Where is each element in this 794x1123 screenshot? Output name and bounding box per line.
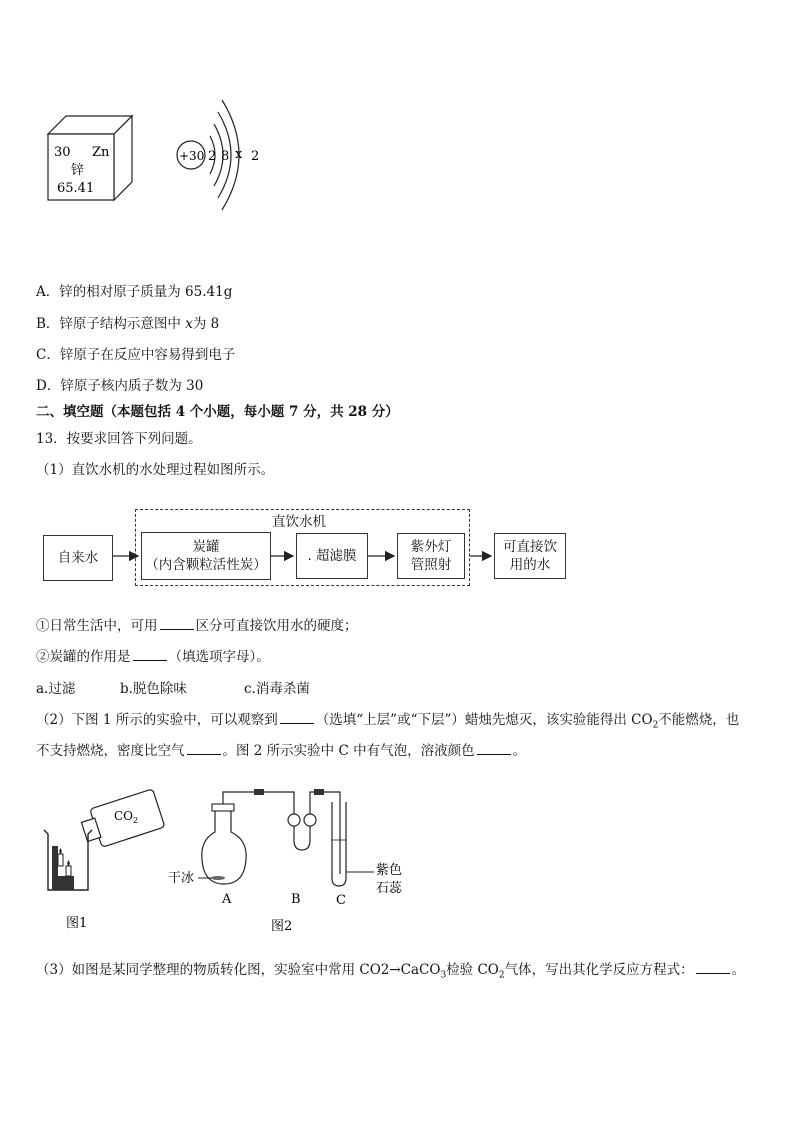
question-13-part-2-line-1 [36, 708, 739, 731]
shell-4-count: 2 [251, 149, 260, 164]
part-3-text-c: 气体，写出其化学反应方程式： [504, 962, 694, 978]
figure-1-caption: 图1 [66, 916, 88, 931]
label-a: A [222, 892, 232, 907]
nucleus-charge: +30 [179, 149, 205, 163]
option-a: A．锌的相对原子质量为 65.41g [36, 284, 233, 300]
drinkable-water-label-2: 用的水 [509, 557, 551, 573]
choice-row [36, 677, 310, 697]
element-name: 锌 [71, 163, 85, 178]
part-3-text-a: （3）如图是某同学整理的物质转化图，实验室中常用 CO2→CaCO [36, 962, 441, 978]
part-2-subscript: 2 [652, 720, 659, 731]
part-3-subscript-1: 3 [440, 970, 447, 981]
drinkable-water-label-1: 可直接饮 [503, 539, 557, 555]
part-2-text-a: （2）下图 1 所示的实验中，可以观察到 [36, 712, 278, 728]
carbon-tank-detail: （内含颗粒活性炭） [145, 557, 267, 573]
litmus-label-1: 紫色 [376, 863, 403, 878]
part-3-subscript-2: 2 [498, 970, 505, 981]
answer-blank-5[interactable] [477, 742, 511, 755]
uv-lamp-label-2: 管照射 [410, 557, 452, 573]
option-b-text-end: 为 8 [192, 316, 220, 332]
choice-c: c.消毒杀菌 [244, 681, 310, 697]
shell-1-count: 2 [208, 149, 217, 164]
purifier-group-label: 直饮水机 [258, 510, 340, 530]
option-b-text: B．锌原子结构示意图中 [36, 316, 186, 332]
question-13-part-1: （1）直饮水机的水处理过程如图所示。 [36, 462, 275, 478]
label-b: B [291, 892, 301, 907]
part-2-text-d: 不支持燃烧，密度比空气 [36, 743, 185, 759]
figure-2 [160, 782, 420, 940]
element-mass: 65.41 [57, 181, 95, 196]
part-3-text-d: 。 [731, 962, 746, 978]
dry-ice-label: 干冰 [168, 871, 195, 886]
sub-question-2 [36, 645, 270, 665]
sub-question-1 [36, 614, 358, 634]
question-13-part-2-line-2 [36, 739, 526, 759]
option-b-variable: x [185, 316, 193, 332]
element-number: 30 [54, 145, 71, 160]
part-2-text-c: 不能燃烧，也 [658, 712, 740, 728]
litmus-label-2: 石蕊 [376, 881, 403, 896]
shell-2-count: 8 [221, 149, 230, 164]
sub-question-1-text: ①日常生活中，可用 [36, 618, 158, 634]
question-13-part-3 [36, 958, 745, 981]
answer-blank-4[interactable] [187, 742, 221, 755]
carbon-tank-label: 炭罐 [192, 539, 220, 555]
figure-2-caption: 图2 [271, 919, 293, 934]
uv-lamp-label-1: 紫外灯 [410, 539, 452, 555]
part-2-text-f: 。 [512, 743, 527, 759]
section-title: 二、填空题（本题包括 4 个小题，每小题 7 分，共 28 分） [36, 404, 399, 420]
shell-3-count: x [235, 147, 243, 162]
ultrafiltration-label: . 超滤膜 [307, 548, 357, 564]
tap-water-label: 自来水 [57, 550, 99, 566]
element-symbol: Zn [92, 145, 110, 160]
choice-a: a.过滤 [36, 681, 76, 697]
label-c: C [336, 893, 346, 908]
sub-question-1-text-end: 区分可直接饮用水的硬度； [195, 618, 358, 634]
part-3-text-b: 检验 CO [446, 962, 499, 978]
answer-blank-2[interactable] [133, 648, 167, 661]
part-2-text-b: （选填“上层”或“下层”）蜡烛先熄灭，该实验能得出 CO [315, 712, 653, 728]
choice-b: b.脱色除味 [120, 681, 187, 697]
figure-1 [36, 788, 166, 938]
co2-label: $CO_2$ [114, 809, 139, 825]
question-13-stem: 13．按要求回答下列问题。 [36, 431, 202, 447]
option-d: D．锌原子核内质子数为 30 [36, 378, 204, 394]
sub-question-2-text-end: （填选项字母）。 [168, 649, 270, 665]
answer-blank-3[interactable] [280, 711, 314, 724]
answer-blank-6[interactable] [696, 961, 730, 974]
option-c: C．锌原子在反应中容易得到电子 [36, 347, 236, 363]
answer-blank-1[interactable] [160, 617, 194, 630]
sub-question-2-text: ②炭罐的作用是 [36, 649, 131, 665]
part-2-text-e: 。图 2 所示实验中 C 中有气泡，溶液颜色 [222, 743, 475, 759]
